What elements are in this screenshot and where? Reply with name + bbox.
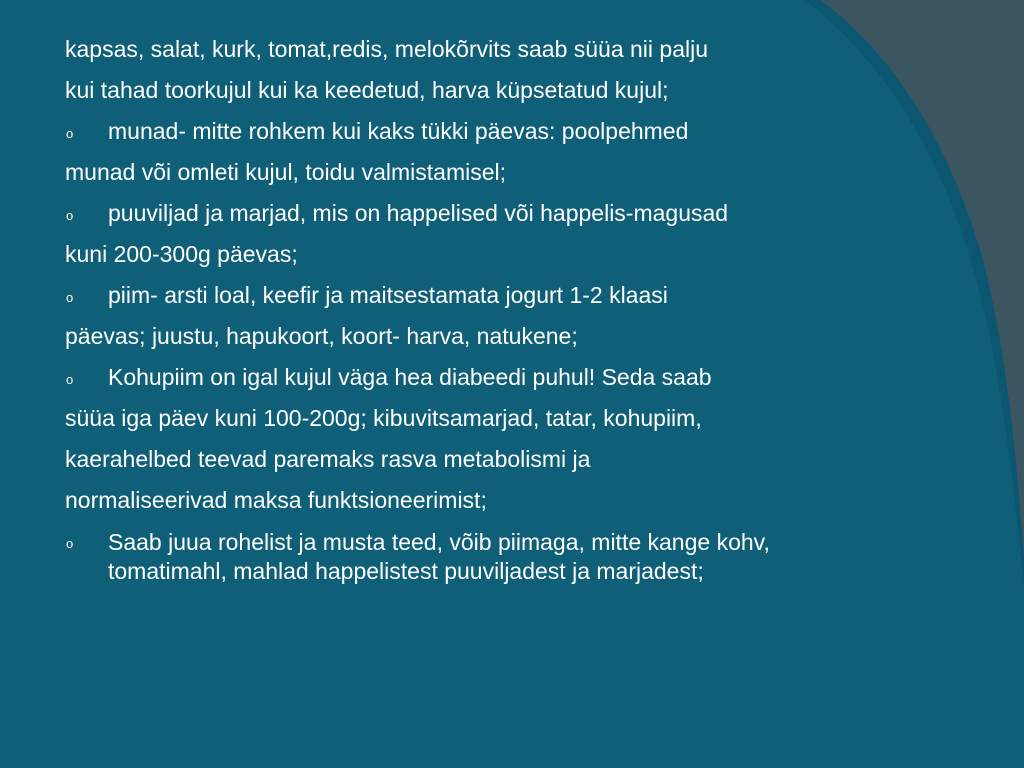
bullet-icon: o <box>66 372 74 387</box>
slide-text-body <box>65 36 915 586</box>
list-item-text: Kohupiim on igal kujul väga hea diabeedi puhul! Seda saab <box>108 364 712 390</box>
text-line: kaerahelbed teevad paremaks rasva metabolismi ja <box>65 446 591 472</box>
list-item-text: piim- arsti loal, keefir ja maitsestamata jogurt 1-2 klaasi <box>108 282 668 308</box>
text-line: kuni 200-300g päevas; <box>65 241 298 267</box>
bullet-icon: o <box>66 536 74 551</box>
text-line: kui tahad toorkujul kui ka keedetud, harva küpsetatud kujul; <box>65 77 669 103</box>
list-item <box>65 118 915 145</box>
text-line: süüa iga päev kuni 100-200g; kibuvitsamarjad, tatar, kohupiim, <box>65 405 702 431</box>
list-item <box>65 528 868 586</box>
text-line: munad või omleti kujul, toidu valmistamisel; <box>65 159 507 185</box>
list-item <box>65 364 915 391</box>
bullet-icon: o <box>66 290 74 305</box>
bullet-icon: o <box>66 208 74 223</box>
bullet-icon: o <box>66 126 74 141</box>
list-item <box>65 282 915 309</box>
list-item-text: puuviljad ja marjad, mis on happelised või happelis-magusad <box>108 200 729 226</box>
text-line: päevas; juustu, hapukoort, koort- harva, natukene; <box>65 323 578 349</box>
list-item <box>65 200 915 227</box>
text-line: normaliseerivad maksa funktsioneerimist; <box>65 487 487 513</box>
list-item-text: Saab juua rohelist ja musta teed, võib piimaga, mitte kange kohv, tomatimahl, mahlad happelistest puuviljadest ja marjadest; <box>108 529 770 584</box>
text-line: kapsas, salat, kurk, tomat,redis, melokõrvits saab süüa nii palju <box>65 36 709 62</box>
list-item-text: munad- mitte rohkem kui kaks tükki päevas: poolpehmed <box>108 118 689 144</box>
